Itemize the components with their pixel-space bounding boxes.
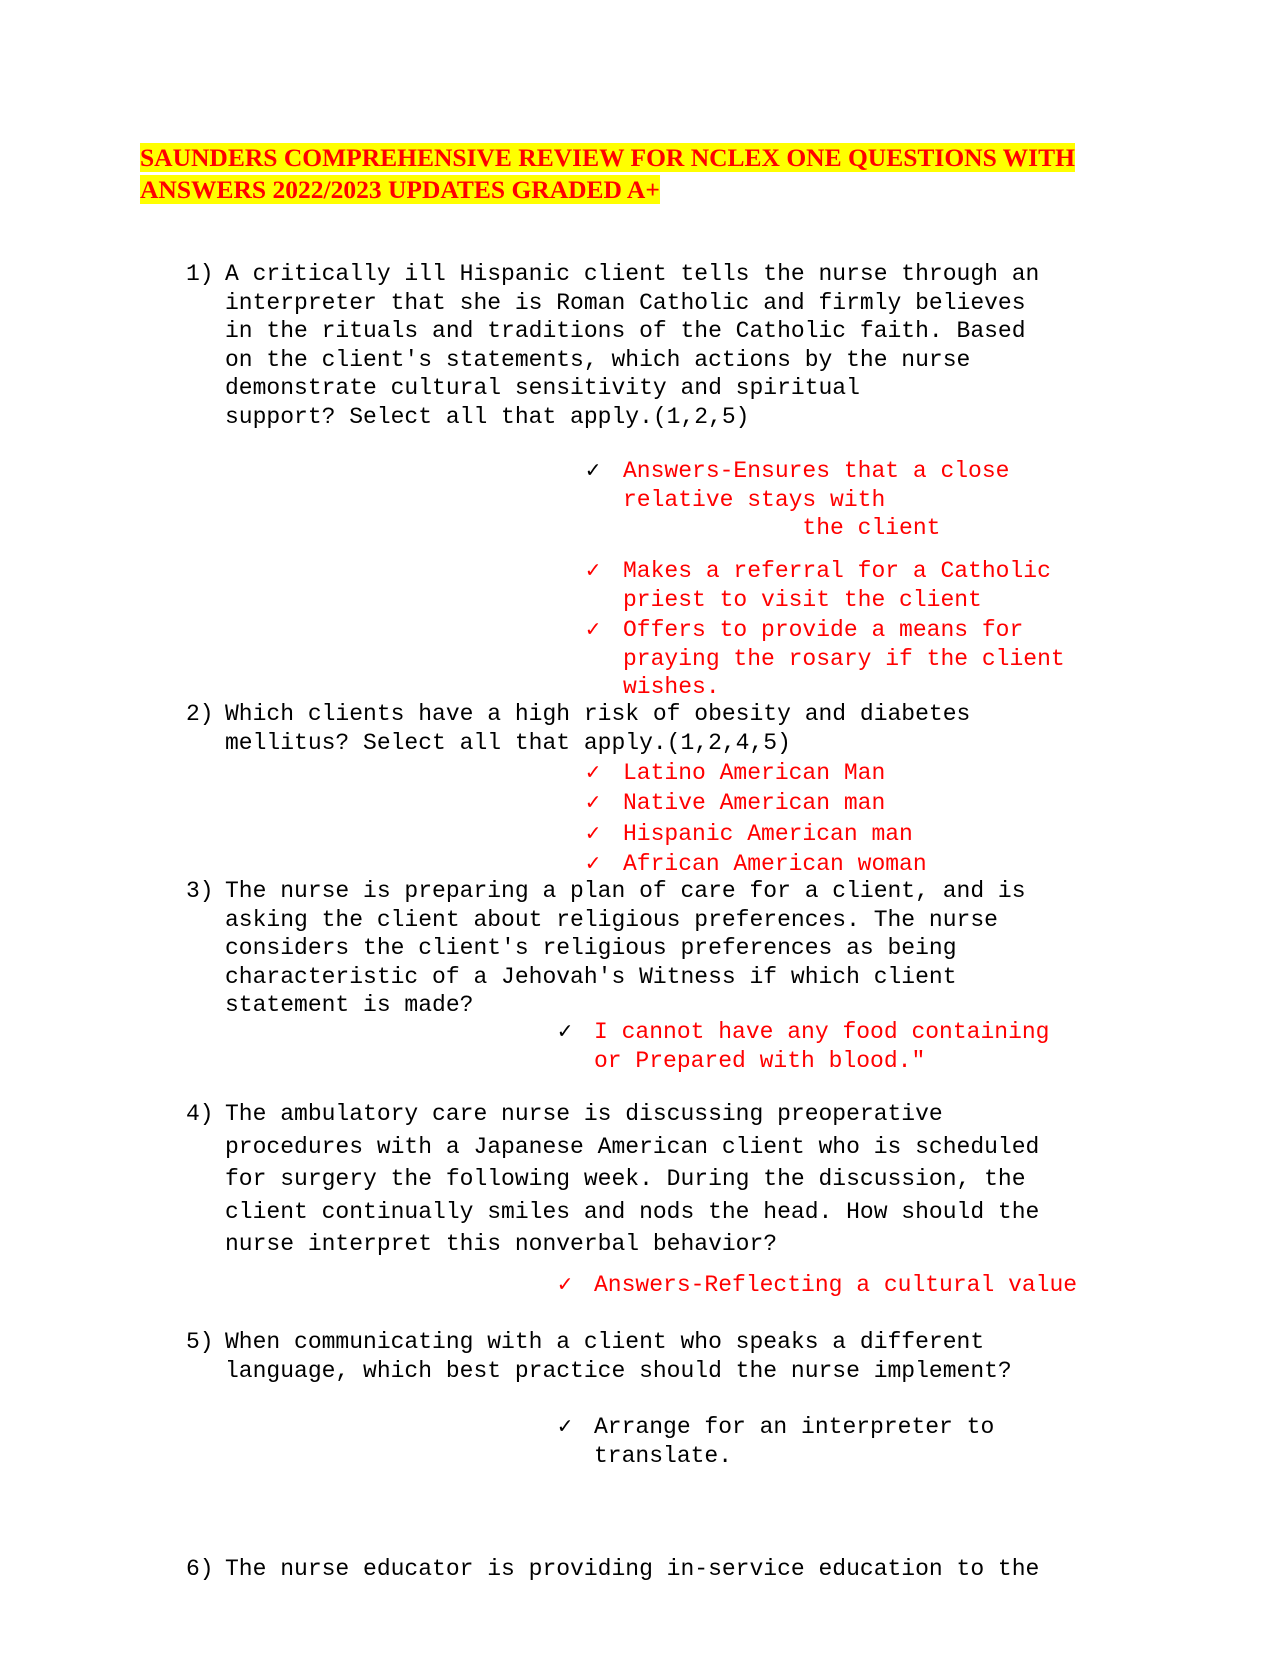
question-5-text: When communicating with a client who speaks a different language, which best practice should the nurse implement? [225, 1329, 1012, 1384]
question-3-answer-1: I cannot have any food containing or Prepared with blood." [594, 1019, 1050, 1074]
title-line-1: SAUNDERS COMPREHENSIVE REVIEW FOR NCLEX ONE QUESTIONS WITH [140, 143, 1075, 172]
question-1-answer-2: Makes a referral for a Catholic priest to visit the client [623, 558, 1051, 613]
check-mark-icon: ✓ [586, 821, 600, 847]
check-mark-icon: ✓ [586, 790, 600, 816]
question-1-answer-1: Answers-Ensures that a close relative stays with the client [623, 458, 1010, 541]
question-4-text: The ambulatory care nurse is discussing preoperative procedures with a Japanese American client who is scheduled for surgery the following week. During the discussion, the client continually smiles and nods the head. How should the nurse interpret this nonverbal behavior? [225, 1101, 1040, 1257]
document-title [140, 142, 1180, 206]
check-mark-icon: ✓ [586, 617, 600, 643]
question-1-number: 1) [186, 261, 214, 287]
question-6-text: The nurse educator is providing in-service education to the [225, 1556, 1040, 1582]
check-mark-icon: ✓ [586, 458, 600, 484]
question-5-answer-1: Arrange for an interpreter to translate. [594, 1414, 995, 1469]
question-5-number: 5) [186, 1329, 214, 1355]
question-2-text: Which clients have a high risk of obesity and diabetes mellitus? Select all that apply.(1,2,4,5) [225, 701, 971, 756]
question-1-text: A critically ill Hispanic client tells the nurse through an interpreter that she is Roman Catholic and firmly believes in the rituals and traditions of the Catholic faith. Based on the client's statements, which actions by the nurse demonstrate cultural sensitivity and spiritual support? Select all that apply.(1,2,5) [225, 261, 1040, 430]
check-mark-icon: ✓ [558, 1414, 572, 1440]
question-2-answer-1: Latino American Man [623, 760, 886, 786]
check-mark-icon: ✓ [586, 558, 600, 584]
question-4-number: 4) [186, 1101, 214, 1127]
check-mark-icon: ✓ [558, 1019, 572, 1045]
question-2-answer-3: Hispanic American man [623, 821, 913, 847]
title-line-2: ANSWERS 2022/2023 UPDATES GRADED A+ [140, 175, 660, 204]
check-mark-icon: ✓ [558, 1272, 572, 1298]
question-2-answer-2: Native American man [623, 790, 886, 816]
check-mark-icon: ✓ [586, 760, 600, 786]
question-3-number: 3) [186, 878, 214, 904]
question-4-answer-1: Answers-Reflecting a cultural value [594, 1272, 1078, 1298]
question-2-number: 2) [186, 701, 214, 727]
question-3-text: The nurse is preparing a plan of care for a client, and is asking the client about religious preferences. The nurse considers the client's religious preferences as being characteristic of a Jehovah's Witness if which client statement is made? [225, 878, 1026, 1018]
question-6-number: 6) [186, 1556, 214, 1582]
question-1-answer-3: Offers to provide a means for praying the rosary if the client wishes. [623, 617, 1065, 700]
question-2-answer-4: African American woman [623, 851, 927, 877]
check-mark-icon: ✓ [586, 851, 600, 877]
